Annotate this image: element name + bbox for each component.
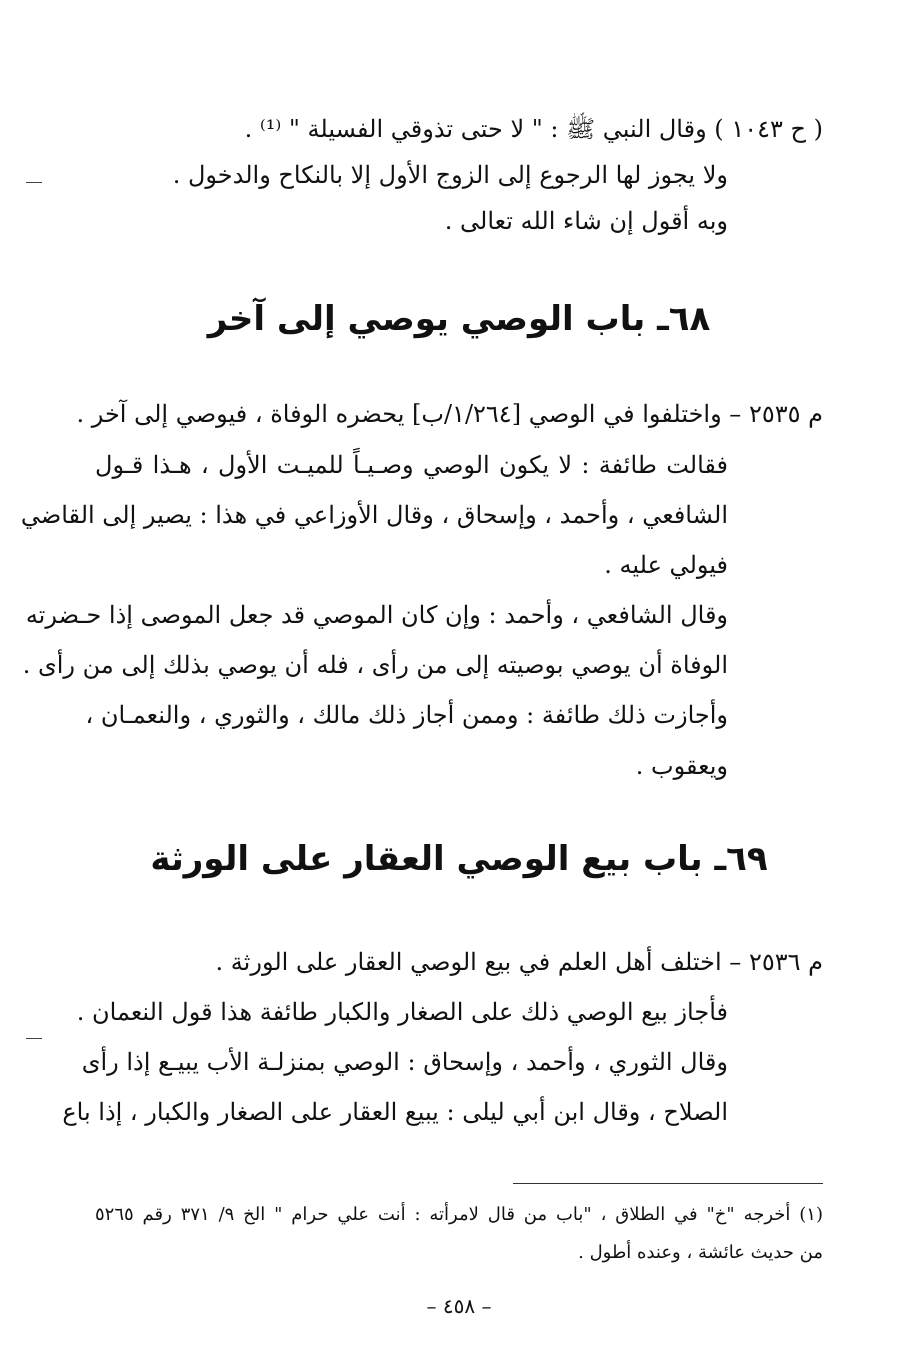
text-line: الصلاح ، وقال ابن أبي ليلى : يبيع العقار على الصغار والكبار ، إذا باع: [62, 1098, 728, 1126]
scan-mark: [26, 182, 42, 183]
text-line: م ٢٥٣٥ – واختلفوا في الوصي [١/٢٦٤/ب] يحضره الوفاة ، فيوصي إلى آخر .: [76, 400, 823, 428]
text-line: فيولي عليه .: [604, 551, 728, 579]
text-line: فقالت طائفة : لا يكون الوصي وصـيـاً للميـت الأول ، هـذا قـول: [95, 451, 728, 479]
text-line: وبه أقول إن شاء الله تعالى .: [444, 207, 728, 235]
text-line: وأجازت ذلك طائفة : وممن أجاز ذلك مالك ، والثوري ، والنعمـان ،: [85, 701, 728, 729]
text-line: ويعقوب .: [635, 752, 728, 780]
text-line: فأجاز بيع الوصي ذلك على الصغار والكبار طائفة هذا قول النعمان .: [76, 998, 728, 1026]
text-line: م ٢٥٣٦ – اختلف أهل العلم في بيع الوصي العقار على الورثة .: [215, 948, 823, 976]
text-line: الشافعي ، وأحمد ، وإسحاق ، وقال الأوزاعي في هذا : يصير إلى القاضي: [20, 501, 728, 529]
section-heading-68: ٦٨ـ باب الوصي يوصي إلى آخر: [207, 299, 711, 339]
page-number: – ٤٥٨ –: [426, 1294, 492, 1318]
footnote-divider: [513, 1183, 823, 1184]
footnote-line: (١) أخرجه "خ" في الطلاق ، "باب من قال لامرأته : أنت علي حرام " الخ ٩/ ٣٧١ رقم ٥٢٦٥: [95, 1204, 823, 1225]
text-line: وقال الشافعي ، وأحمد : وإن كان الموصي قد جعل الموصى إذا حـضرته: [25, 601, 728, 629]
text-line: ( ح ١٠٤٣ ) وقال النبي ﷺ : " لا حتى تذوقي الفسيلة " ⁽¹⁾ .: [244, 115, 823, 143]
footnote-line: من حديث عائشة ، وعنده أطول .: [578, 1242, 823, 1263]
text-line: ولا يجوز لها الرجوع إلى الزوج الأول إلا بالنكاح والدخول .: [172, 161, 728, 189]
text-line: الوفاة أن يوصي بوصيته إلى من رأى ، فله أن يوصي بذلك إلى من رأى .: [22, 651, 728, 679]
text-line: وقال الثوري ، وأحمد ، وإسحاق : الوصي بمنزلـة الأب يبيـع إذا رأى: [81, 1048, 728, 1076]
scan-mark: [26, 1038, 42, 1039]
section-heading-69: ٦٩ـ باب بيع الوصي العقار على الورثة: [150, 839, 768, 879]
